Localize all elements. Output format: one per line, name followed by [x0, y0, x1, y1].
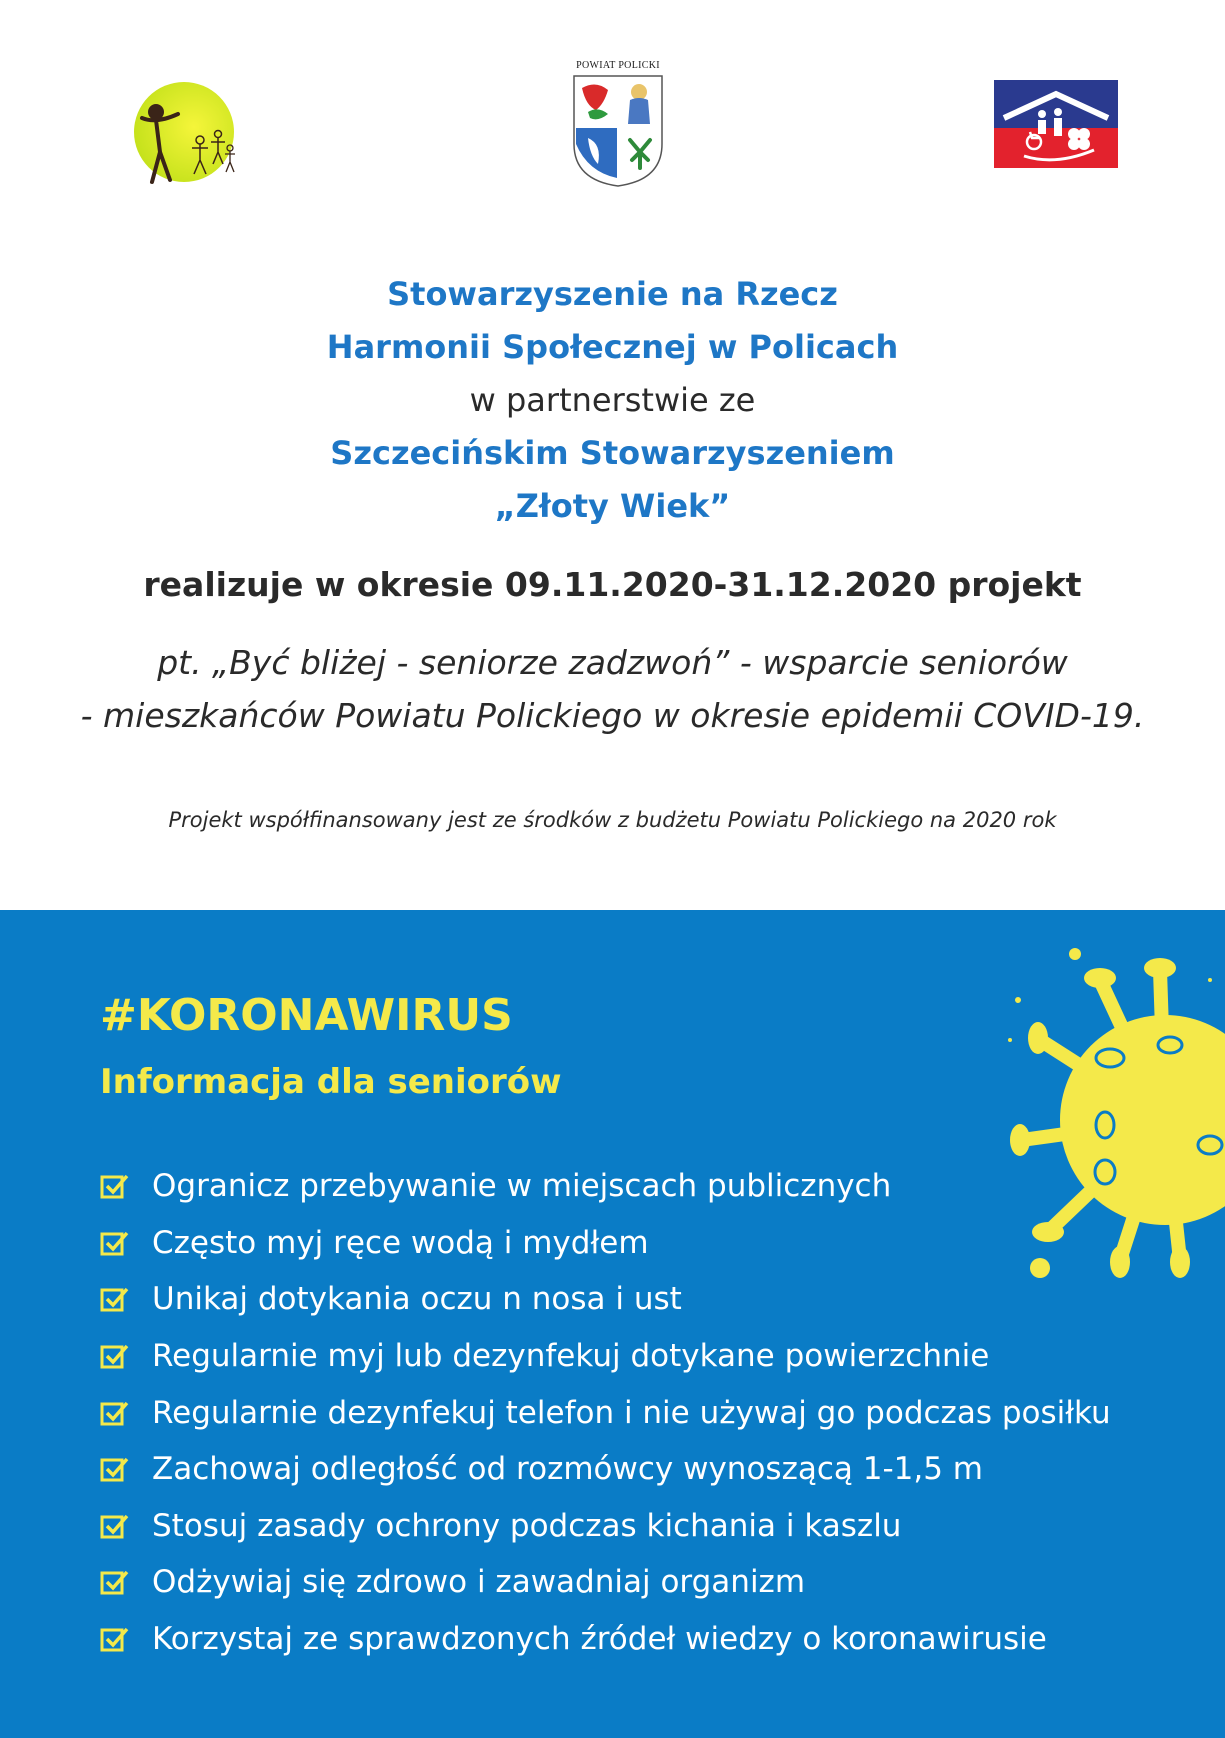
tip-text: Stosuj zasady ochrony podczas kichania i kaszlu [152, 1507, 902, 1544]
project-title-line-2: - mieszkańców Powiatu Polickiego w okresie epidemii COVID-19. [80, 696, 1145, 735]
tip-text: Regularnie dezynfekuj telefon i nie używaj go podczas posiłku [152, 1394, 1111, 1431]
checkbox-check-icon [100, 1284, 130, 1314]
header-line-4: Szczecińskim Stowarzyszeniem [330, 434, 895, 472]
header-line-1: Stowarzyszenie na Rzecz [387, 275, 838, 313]
project-title-line-1: pt. „Być bliżej - seniorze zadzwoń” - wsparcie seniorów [157, 643, 1068, 682]
checkbox-check-icon [100, 1567, 130, 1597]
tip-text: Unikaj dotykania oczu n nosa i ust [152, 1281, 682, 1318]
list-item [100, 1215, 1210, 1272]
tip-text: Korzystaj ze sprawdzonych źródeł wiedzy o koronawirusie [152, 1621, 1047, 1658]
list-item [100, 1328, 1210, 1385]
list-item [100, 1611, 1210, 1668]
tip-text: Regularnie myj lub dezynfekuj dotykane powierzchnie [152, 1338, 990, 1375]
checkbox-check-icon [100, 1511, 130, 1541]
header-line-3: w partnerstwie ze [469, 381, 756, 419]
list-item [100, 1384, 1210, 1441]
association-logo-icon [122, 82, 242, 187]
header-line-2: Harmonii Społecznej w Policach [326, 328, 899, 366]
coat-of-arms-icon [568, 60, 668, 188]
tip-text: Zachowaj odległość od rozmówcy wynoszącą 1-1,5 m [152, 1451, 983, 1488]
tips-list [100, 1158, 1210, 1667]
tip-text: Odżywiaj się zdrowo i zawadniaj organizm [152, 1564, 806, 1601]
checkbox-check-icon [100, 1171, 130, 1201]
list-item [100, 1554, 1210, 1611]
coat-caption: POWIAT POLICKI [576, 60, 660, 71]
list-item [100, 1441, 1210, 1498]
checkbox-check-icon [100, 1228, 130, 1258]
project-period: realizuje w okresie 09.11.2020-31.12.2020 projekt [143, 565, 1082, 604]
funding-note: Projekt współfinansowany jest ze środków z budżetu Powiatu Polickiego na 2020 rok [168, 808, 1057, 832]
hashtag-title: #KORONAWIRUS [100, 990, 513, 1041]
list-item [100, 1271, 1210, 1328]
header-line-5: „Złoty Wiek” [494, 487, 731, 525]
checkbox-check-icon [100, 1624, 130, 1654]
list-item [100, 1498, 1210, 1555]
checkbox-check-icon [100, 1341, 130, 1371]
social-care-house-icon [994, 80, 1118, 168]
info-subtitle: Informacja dla seniorów [100, 1062, 562, 1102]
tip-text: Ogranicz przebywanie w miejscach publicznych [152, 1168, 892, 1205]
checkbox-check-icon [100, 1398, 130, 1428]
list-item [100, 1158, 1210, 1215]
tip-text: Często myj ręce wodą i mydłem [152, 1224, 649, 1261]
checkbox-check-icon [100, 1454, 130, 1484]
